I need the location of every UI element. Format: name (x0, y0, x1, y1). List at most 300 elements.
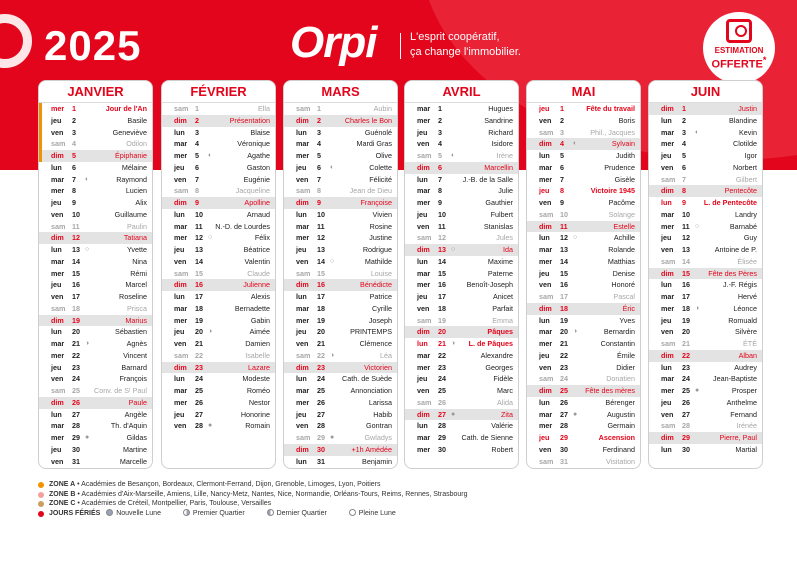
day-row (527, 256, 640, 268)
weekday: sam (51, 221, 66, 231)
day-number: 5 (682, 151, 686, 160)
day-row (284, 350, 397, 362)
weekday: lun (174, 209, 185, 219)
day-number: 12 (682, 233, 690, 243)
day-number: 4 (195, 139, 199, 149)
weekday: jeu (417, 127, 428, 137)
day-row (284, 279, 397, 291)
saint-name: Yvette (127, 245, 147, 254)
day-row (284, 127, 397, 139)
moon-phase-icon: ○ (85, 246, 90, 253)
weekday: lun (51, 327, 62, 337)
weekday: lun (539, 397, 550, 407)
day-row (405, 315, 518, 327)
weekday: mer (417, 198, 431, 207)
saint-name: Louise (370, 268, 392, 278)
day-row (39, 409, 152, 421)
saint-name: Valérie (491, 421, 513, 431)
saint-name: Honoré (611, 280, 635, 290)
day-row (649, 103, 762, 115)
moon-phase-icon: ◐ (330, 163, 335, 171)
day-row (39, 209, 152, 221)
day-row (527, 315, 640, 327)
day-number: 1 (195, 104, 199, 113)
zone-a-dot-icon (38, 482, 44, 488)
day-row (405, 185, 518, 197)
weekday: dim (661, 268, 674, 278)
saint-name: Clémence (359, 339, 392, 348)
moon-phase-icon: ● (451, 410, 456, 418)
day-number: 18 (438, 303, 446, 313)
saint-name: Fulbert (490, 209, 513, 219)
weekday: mar (417, 186, 431, 196)
moon-phase-icon: ● (330, 434, 335, 441)
saint-name: Fête des Pères (708, 268, 757, 278)
weekday: jeu (417, 209, 428, 219)
day-row (162, 185, 275, 197)
weekday: mar (661, 374, 675, 384)
day-number: 1 (438, 104, 442, 113)
weekday: lun (661, 444, 672, 454)
day-number: 7 (560, 174, 564, 184)
day-number: 20 (195, 327, 203, 337)
day-row (162, 385, 275, 397)
saint-name: François (119, 374, 147, 384)
saint-name: Rémi (130, 268, 147, 278)
weekday: ven (417, 303, 430, 313)
saint-name: Kevin (739, 127, 757, 137)
day-row (405, 268, 518, 280)
badge-line-2: OFFERTE* (711, 55, 767, 71)
new-moon-icon (106, 509, 113, 516)
saint-name: Cath. de Sienne (461, 433, 513, 442)
estimation-badge[interactable] (703, 12, 775, 84)
weekday: sam (539, 292, 554, 301)
day-number: 15 (682, 268, 690, 278)
day-row (405, 221, 518, 233)
saint-name: Patrice (369, 292, 392, 301)
day-row (39, 103, 152, 115)
saint-name: Ida (503, 245, 513, 254)
day-row (284, 326, 397, 338)
weekday: mer (174, 397, 188, 407)
saint-name: Benjamin (362, 456, 392, 466)
saint-name: Solange (608, 209, 635, 219)
day-row (405, 244, 518, 256)
tagline (410, 30, 521, 60)
weekday: dim (661, 104, 674, 113)
day-number: 13 (317, 245, 325, 254)
saint-name: Guénolé (364, 127, 392, 137)
saint-name: Félix (254, 233, 270, 243)
day-list (527, 103, 640, 467)
day-row (39, 150, 152, 162)
day-row (39, 174, 152, 186)
day-row (162, 338, 275, 350)
weekday: jeu (174, 162, 185, 172)
day-number: 10 (682, 209, 690, 219)
day-row (649, 174, 762, 186)
day-row (162, 115, 275, 127)
saint-name: Richard (488, 127, 513, 137)
day-row (162, 279, 275, 291)
day-number: 27 (438, 409, 446, 419)
tagline-line-1: L'esprit coopératif, (410, 31, 500, 43)
day-number: 20 (438, 327, 446, 337)
day-number: 4 (317, 139, 321, 149)
day-number: 29 (682, 433, 690, 442)
day-row (284, 303, 397, 315)
saint-name: Rodrigue (362, 245, 392, 254)
day-row (39, 373, 152, 385)
day-number: 20 (682, 327, 690, 337)
day-number: 13 (560, 245, 568, 254)
day-number: 3 (560, 127, 564, 137)
day-number: 24 (682, 374, 690, 384)
day-row (527, 185, 640, 197)
saint-name: Annonciation (350, 386, 392, 395)
day-row (527, 221, 640, 233)
saint-name: Pacôme (608, 198, 635, 207)
moon-phase-icon: ● (85, 434, 90, 441)
weekday: ven (51, 292, 64, 301)
day-row (649, 291, 762, 303)
day-row (649, 432, 762, 444)
day-number: 15 (560, 268, 568, 278)
day-number: 9 (682, 198, 686, 207)
day-row (162, 209, 275, 221)
day-row (39, 221, 152, 233)
weekday: jeu (539, 433, 550, 442)
saint-name: Roseline (119, 292, 147, 301)
weekday: mer (51, 104, 65, 113)
weekday: lun (174, 127, 185, 137)
saint-name: Claude (247, 268, 270, 278)
day-row (405, 397, 518, 409)
day-row (405, 409, 518, 421)
saint-name: Phil., Jacques (590, 127, 635, 137)
day-row (527, 350, 640, 362)
day-number: 25 (560, 386, 568, 395)
saint-name: Antoine de P. (714, 245, 757, 254)
weekday: dim (296, 444, 309, 454)
saint-name: Alexandre (480, 350, 513, 360)
legend-zone-b: ZONE B • Académies d'Aix-Marseille, Amiens, Lille, Nancy-Metz, Nantes, Nice, Normandie, Orléans-Tours, Reims, Rennes, Strasbourg (38, 490, 468, 500)
saint-name: Cath. de Suède (342, 374, 392, 384)
weekday: mer (296, 233, 310, 243)
day-number: 13 (195, 245, 203, 254)
day-row (39, 291, 152, 303)
day-number: 2 (438, 115, 442, 125)
day-number: 30 (682, 444, 690, 454)
day-number: 23 (317, 362, 325, 372)
day-number: 25 (438, 386, 446, 395)
weekday: sam (539, 209, 554, 219)
month-title: JUIN (649, 81, 762, 103)
weekday: jeu (661, 315, 672, 325)
saint-name: Sandrine (484, 115, 513, 125)
saint-name: Jacqueline (235, 186, 270, 196)
orpi-logo: Orpi (290, 18, 377, 67)
day-number: 2 (72, 115, 76, 125)
day-row (527, 197, 640, 209)
day-row (284, 268, 397, 280)
saint-name: Alexis (250, 292, 270, 301)
weekday: jeu (539, 350, 550, 360)
day-number: 17 (195, 292, 203, 301)
saint-name: Ella (258, 104, 270, 113)
day-number: 11 (438, 221, 446, 231)
day-number: 21 (438, 339, 446, 348)
day-row (39, 138, 152, 150)
day-number: 26 (317, 397, 325, 407)
month-title: MAI (527, 81, 640, 103)
day-number: 16 (438, 280, 446, 290)
moon-phase-icon: ○ (330, 257, 335, 265)
day-number: 6 (72, 162, 76, 172)
day-number: 4 (72, 139, 76, 149)
day-number: 5 (195, 151, 199, 160)
saint-name: Bénédicte (360, 280, 392, 290)
saint-name: Mélaine (121, 162, 147, 172)
weekday: lun (539, 233, 550, 243)
weekday: jeu (296, 162, 307, 172)
weekday: mer (539, 256, 553, 266)
day-row (39, 244, 152, 256)
day-row (405, 291, 518, 303)
day-number: 19 (438, 315, 446, 325)
day-row (284, 174, 397, 186)
saint-name: Pierre, Paul (719, 433, 757, 442)
weekday: ven (174, 339, 187, 348)
saint-name: Geneviève (112, 127, 147, 137)
day-number: 11 (317, 221, 325, 231)
day-row (284, 444, 397, 456)
day-number: 6 (195, 162, 199, 172)
day-row (39, 256, 152, 268)
weekday: mar (51, 256, 65, 266)
day-number: 4 (560, 139, 564, 149)
day-row (527, 362, 640, 374)
day-row (527, 209, 640, 221)
day-number: 28 (682, 421, 690, 431)
saint-name: Benoît-Joseph (466, 280, 513, 290)
saint-name: Irène (496, 151, 513, 160)
saint-name: Audrey (734, 362, 757, 372)
weekday: sam (539, 374, 554, 384)
day-number: 16 (317, 280, 325, 290)
day-number: 31 (560, 456, 568, 466)
saint-name: Sébastien (115, 327, 147, 337)
day-row (527, 162, 640, 174)
saint-name: Alban (738, 350, 757, 360)
day-row (162, 197, 275, 209)
saint-name: Parfait (492, 303, 513, 313)
weekday: mar (296, 139, 310, 149)
weekday: jeu (417, 292, 428, 301)
day-row (284, 162, 397, 174)
day-list (39, 103, 152, 467)
weekday: dim (296, 198, 309, 207)
saint-name: Rosine (369, 221, 392, 231)
day-row (39, 385, 152, 397)
day-number: 18 (682, 303, 690, 313)
saint-name: Bérenger (605, 397, 635, 407)
day-number: 12 (72, 233, 80, 243)
day-row (284, 409, 397, 421)
weekday: mar (539, 162, 553, 172)
saint-name: Agnès (126, 339, 147, 348)
day-row (649, 385, 762, 397)
day-row (649, 326, 762, 338)
day-number: 18 (195, 303, 203, 313)
day-number: 22 (72, 350, 80, 360)
weekday: jeu (296, 409, 307, 419)
weekday: jeu (539, 104, 550, 113)
day-number: 19 (72, 315, 80, 325)
weekday: dim (174, 362, 187, 372)
saint-name: Justine (369, 233, 392, 243)
day-number: 11 (72, 221, 80, 231)
weekday: dim (539, 221, 552, 231)
weekday: mar (661, 292, 675, 301)
weekday: sam (539, 127, 554, 137)
weekday: ven (539, 444, 552, 454)
weekday: ven (296, 421, 309, 431)
day-number: 2 (317, 115, 321, 125)
day-number: 6 (438, 162, 442, 172)
weekday: mar (661, 127, 675, 137)
weekday: mar (296, 386, 310, 395)
day-number: 23 (560, 362, 568, 372)
day-number: 28 (195, 421, 203, 431)
weekday: sam (417, 151, 432, 160)
saint-name: Paulin (127, 221, 147, 231)
day-row (527, 385, 640, 397)
day-number: 5 (317, 151, 321, 160)
day-list (405, 103, 518, 456)
day-row (649, 185, 762, 197)
day-number: 31 (317, 456, 325, 466)
weekday: mer (661, 139, 675, 149)
day-row (405, 432, 518, 444)
day-row (405, 279, 518, 291)
weekday: mer (539, 174, 553, 184)
day-row (284, 138, 397, 150)
weekday: sam (296, 268, 311, 278)
day-row (405, 197, 518, 209)
saint-name: L. de Pentecôte (703, 198, 757, 207)
day-row (405, 373, 518, 385)
day-number: 21 (317, 339, 325, 348)
weekday: sam (174, 186, 189, 196)
saint-name: Isidore (491, 139, 513, 149)
weekday: jeu (661, 397, 672, 407)
saint-name: Mardi Gras (356, 139, 392, 149)
day-number: 16 (195, 280, 203, 290)
saint-name: Présentation (229, 115, 270, 125)
saint-name: Éric (622, 303, 635, 313)
weekday: mer (417, 115, 431, 125)
day-number: 14 (682, 256, 690, 266)
day-row (39, 326, 152, 338)
day-row (284, 244, 397, 256)
day-list (649, 103, 762, 456)
day-row (405, 444, 518, 456)
saint-name: Arnaud (246, 209, 270, 219)
weekday: dim (51, 233, 64, 243)
weekday: jeu (539, 186, 550, 196)
saint-name: Barnard (121, 362, 147, 372)
saint-name: Nina (132, 256, 147, 266)
day-row (527, 279, 640, 291)
day-row (649, 338, 762, 350)
weekday: sam (174, 268, 189, 278)
day-number: 7 (317, 174, 321, 184)
day-row (162, 127, 275, 139)
saint-name: Émile (617, 350, 635, 360)
saint-name: Lucien (125, 186, 147, 196)
day-number: 18 (317, 303, 325, 313)
weekday: dim (417, 409, 430, 419)
day-row (405, 115, 518, 127)
day-number: 16 (682, 280, 690, 290)
month-column (161, 80, 276, 469)
full-moon-icon (349, 509, 356, 516)
day-number: 11 (560, 221, 568, 231)
weekday: dim (51, 397, 64, 407)
saint-name: Julienne (243, 280, 270, 290)
saint-name: ÉTÉ (743, 339, 757, 348)
weekday: ven (539, 115, 552, 125)
day-number: 27 (682, 409, 690, 419)
saint-name: Anicet (493, 292, 513, 301)
weekday: mer (174, 233, 188, 243)
saint-name: Hervé (737, 292, 757, 301)
day-row (527, 232, 640, 244)
saint-name: Léa (380, 350, 392, 360)
weekday: jeu (51, 115, 62, 125)
weekday: mar (296, 221, 310, 231)
weekday: mar (51, 339, 65, 348)
moon-phase-icon: ○ (451, 246, 456, 253)
weekday: lun (661, 280, 672, 290)
saint-name: Hugues (488, 104, 513, 113)
day-row (649, 303, 762, 315)
saint-name: Bernardin (603, 327, 635, 337)
saint-name: Martial (735, 444, 757, 454)
zone-c-dot-icon (38, 501, 44, 507)
day-number: 14 (317, 256, 325, 266)
day-number: 28 (72, 421, 80, 431)
weekday: ven (296, 339, 309, 348)
weekday: lun (661, 362, 672, 372)
weekday: mar (174, 139, 188, 149)
weekday: sam (174, 104, 189, 113)
day-number: 26 (72, 397, 80, 407)
day-row (162, 303, 275, 315)
weekday: dim (296, 115, 309, 125)
day-number: 9 (72, 198, 76, 207)
day-number: 15 (317, 268, 325, 278)
day-row (405, 338, 518, 350)
weekday: lun (296, 292, 307, 301)
day-number: 14 (560, 256, 568, 266)
day-number: 3 (438, 127, 442, 137)
saint-name: Félicité (369, 174, 392, 184)
weekday: lun (174, 374, 185, 384)
day-row (162, 174, 275, 186)
